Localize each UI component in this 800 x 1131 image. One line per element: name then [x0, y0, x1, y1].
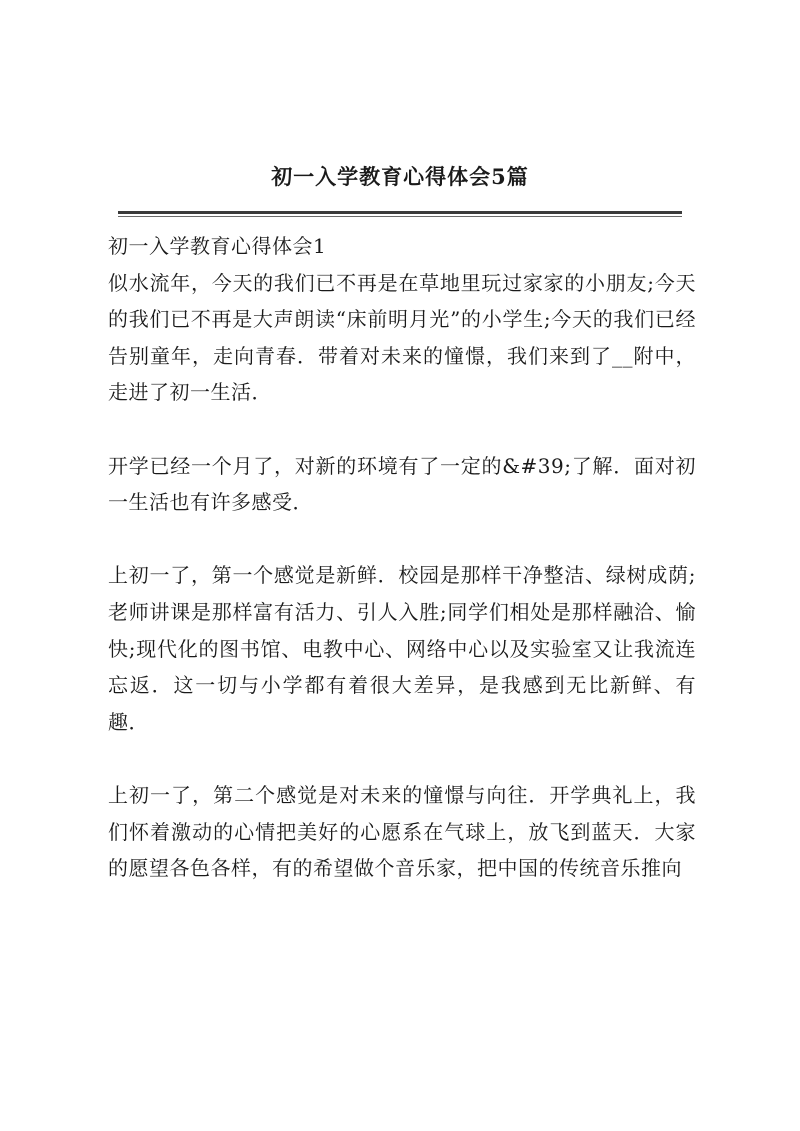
document-title: 初一入学教育心得体会5篇 [271, 164, 529, 189]
paragraph: 似水流年，今天的我们已不再是在草地里玩过家家的小朋友;今天的我们已不再是大声朗读“床前明月光”的小学生;今天的我们已经告别童年，走向青春．带着对未来的憧憬，我们来到了__附中，走进了初一生活． [108, 270, 696, 405]
paragraph: 开学已经一个月了，对新的环境有了一定的&#39;了解．面对初一生活也有许多感受． [108, 453, 696, 515]
title-divider-thin [118, 216, 682, 217]
paragraph: 上初一了，第一个感觉是新鲜．校园是那样干净整洁、绿树成荫;老师讲课是那样富有活力、引人入胜;同学们相处是那样融洽、愉快;现代化的图书馆、电教中心、网络中心以及实验室又让我流连忘返．这一切与小学都有着很大差异，是我感到无比新鲜、有趣． [108, 563, 696, 734]
paragraph: 上初一了，第二个感觉是对未来的憧憬与向往．开学典礼上，我们怀着激动的心情把美好的心愿系在气球上，放飞到蓝天．大家的愿望各色各样，有的希望做个音乐家，把中国的传统音乐推向 [108, 782, 696, 881]
section-heading: 初一入学教育心得体会1 [108, 234, 327, 258]
document-body [108, 228, 696, 923]
title-divider-thick [118, 211, 682, 214]
